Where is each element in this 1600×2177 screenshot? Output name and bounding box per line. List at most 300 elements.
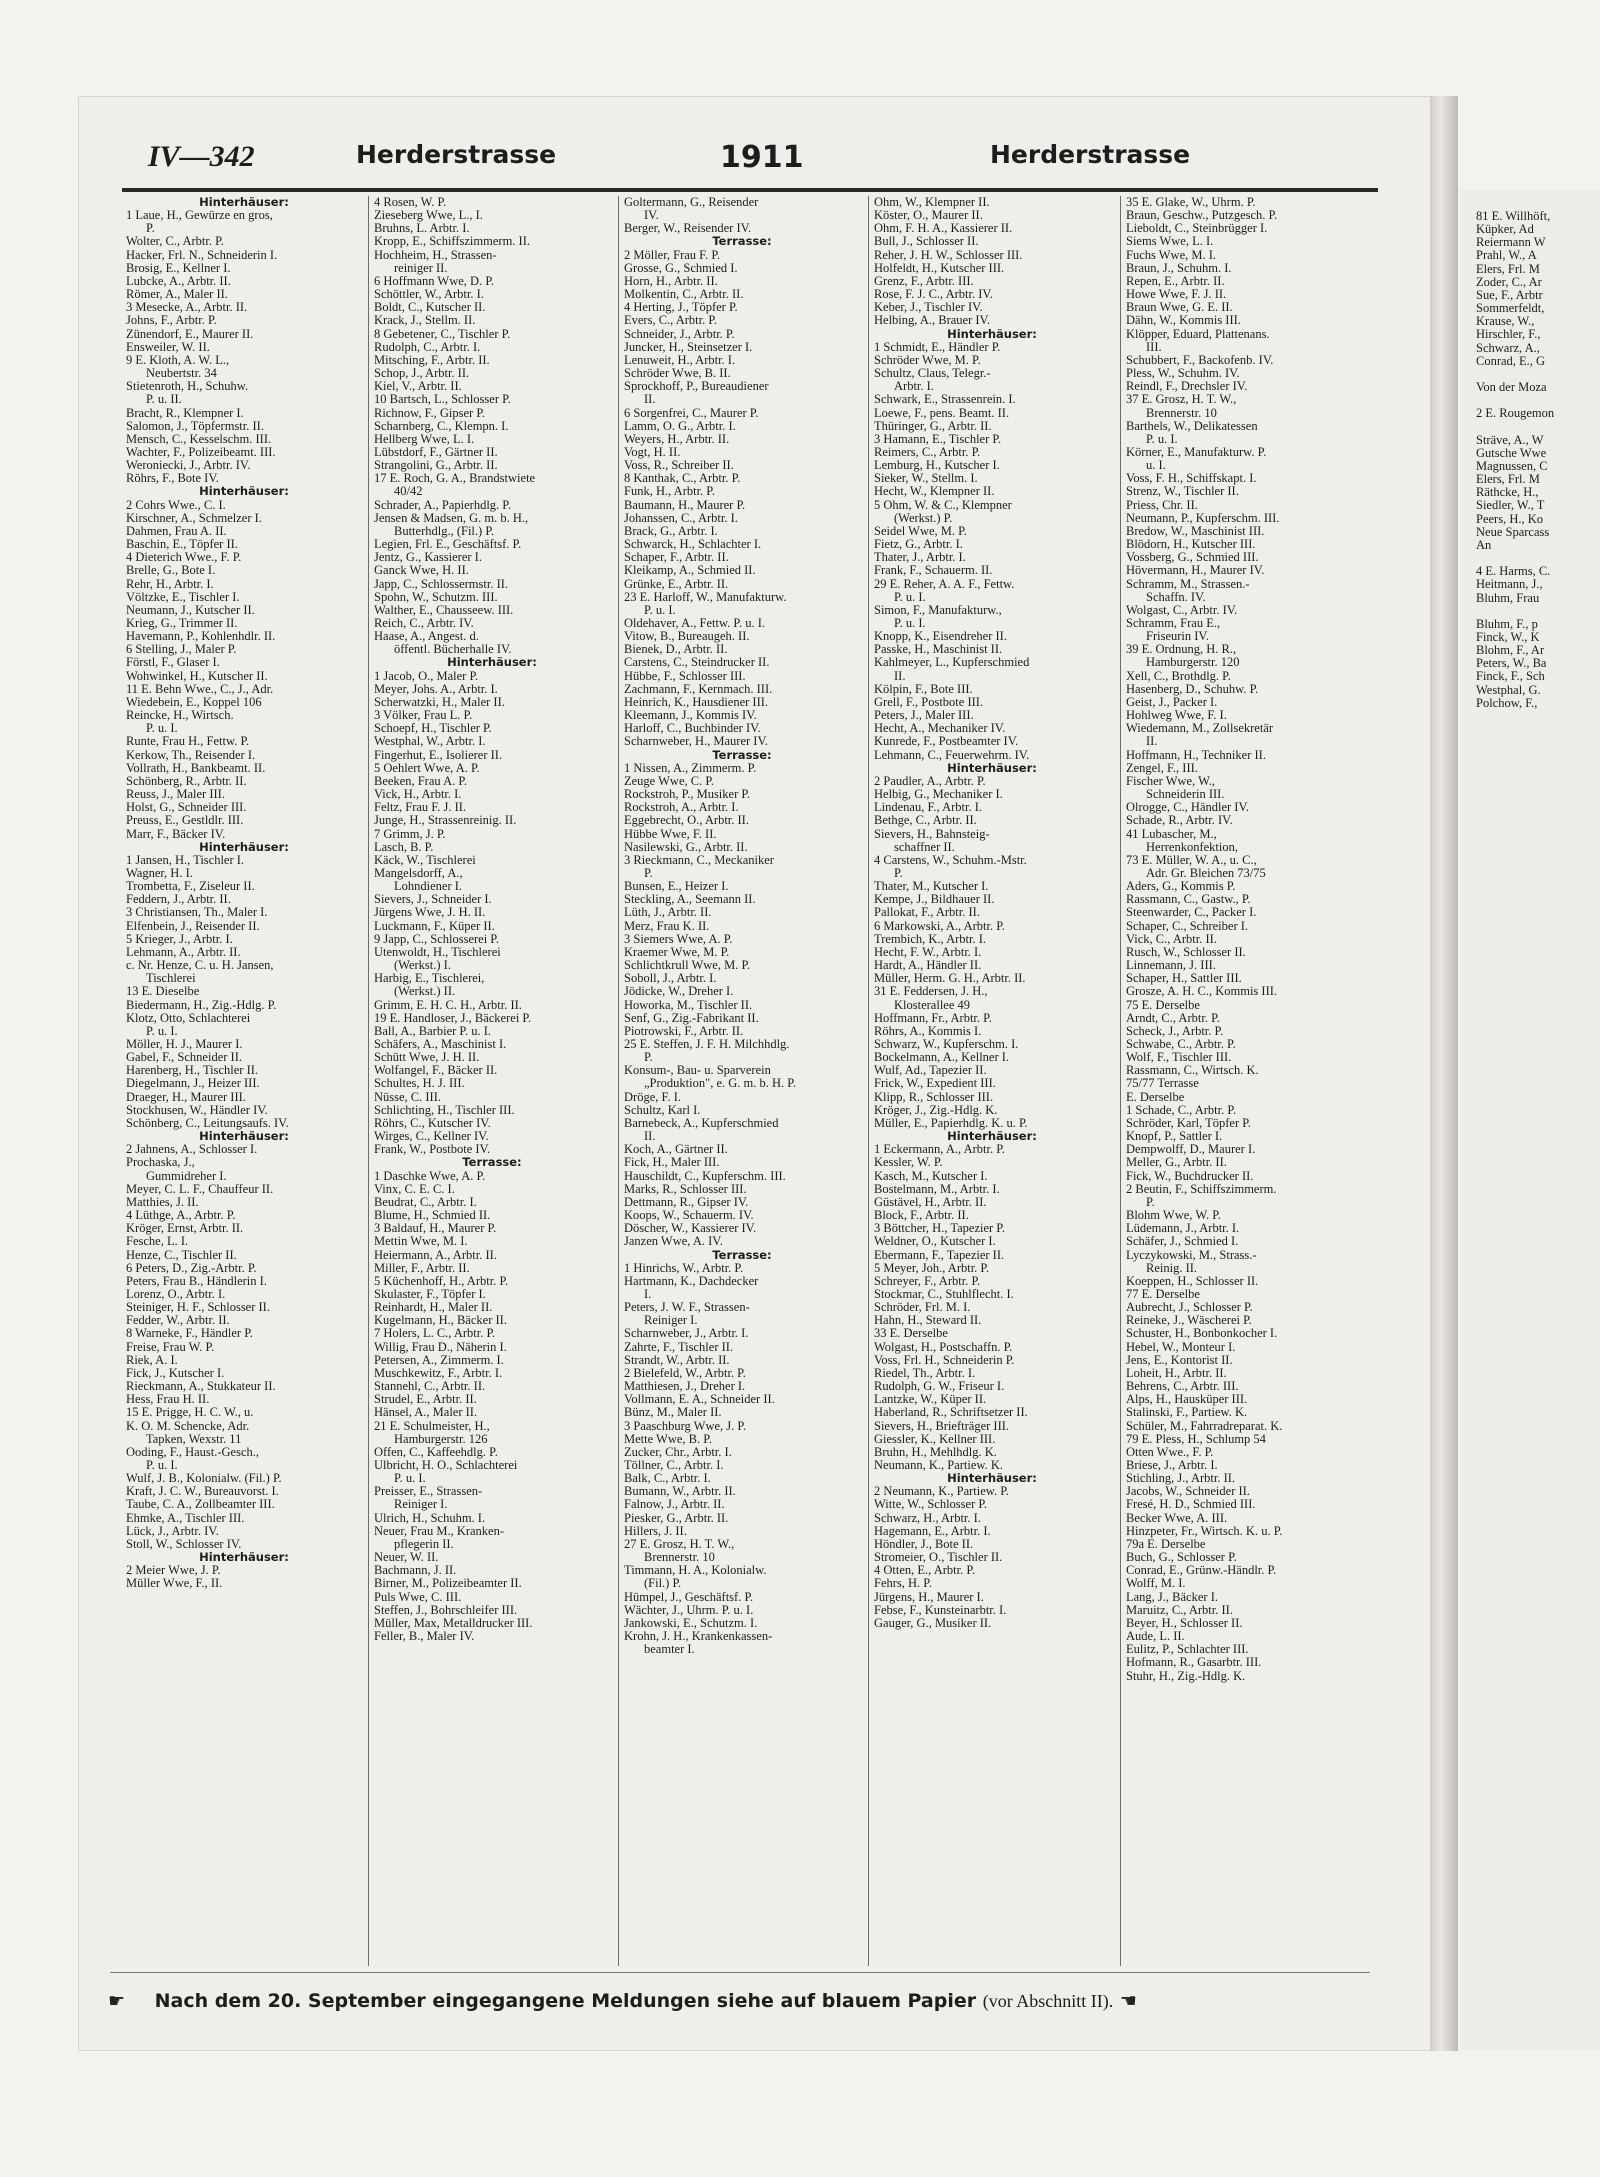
directory-entry: Berger, W., Reisender IV. — [624, 222, 752, 236]
section-heading: Hinterhäuser: — [947, 327, 1037, 341]
directory-entry: Rudolph, G. W., Friseur I. — [874, 1380, 1005, 1394]
directory-entry: Stietenroth, H., Schuhw. — [126, 380, 249, 394]
directory-entry: Hoffmann, Fr., Arbtr. P. — [874, 1011, 992, 1025]
directory-entry: III. — [1146, 340, 1162, 354]
directory-entry: Becker Wwe, A. III. — [1126, 1511, 1228, 1525]
directory-entry: Möller, H. J., Maurer I. — [126, 1038, 243, 1051]
directory-entry: Howe Wwe, F. J. II. — [1126, 288, 1227, 302]
directory-entry: Puls Wwe, C. III. — [374, 1590, 462, 1604]
directory-entry: Wirges, C., Kellner IV. — [374, 1130, 489, 1144]
directory-entry: Miller, F., Arbtr. II. — [374, 1261, 470, 1275]
directory-entry: Rockstroh, A., Arbtr. I. — [624, 801, 739, 815]
directory-entry — [1476, 552, 1600, 565]
directory-entry: Bracht, R., Klempner I. — [126, 406, 244, 420]
directory-entry: Fesche, L. I. — [126, 1235, 189, 1249]
directory-entry: Strandt, W., Arbtr. II. — [624, 1353, 730, 1367]
directory-entry: Zengel, F., III. — [1126, 761, 1198, 775]
directory-entry: Vollmann, E. A., Schneider II. — [624, 1393, 775, 1407]
directory-entry: Meyer, C. L. F., Chauffeur II. — [126, 1182, 274, 1196]
directory-entry: Barnebeck, A., Kupferschmied — [624, 1116, 779, 1130]
directory-entry: Dempwolff, D., Maurer I. — [1126, 1143, 1256, 1157]
section-heading: Hinterhäuser: — [199, 196, 289, 209]
directory-entry: Römer, A., Maler II. — [126, 288, 228, 302]
directory-entry: Schönberg, R., Arbtr. II. — [126, 774, 247, 788]
directory-entry: 2 Beutin, F., Schiffszimmerm. — [1126, 1182, 1277, 1196]
directory-entry: Otten Wwe., F. P. — [1126, 1445, 1214, 1459]
section-heading: Hinterhäuser: — [947, 1472, 1037, 1486]
directory-entry: Skulaster, F., Töpfer I. — [374, 1287, 486, 1301]
directory-entry: Schäfer, J., Schmied I. — [1126, 1235, 1239, 1249]
directory-entry: Schönberg, C., Leitungsaufs. IV. — [126, 1116, 289, 1130]
directory-column-2 — [374, 196, 610, 1966]
directory-entry: Keber, J., Tischler IV. — [874, 301, 983, 315]
directory-entry: 9 E. Kloth, A. W. L., — [126, 353, 230, 367]
directory-entry: 8 Kanthak, C., Arbtr. P. — [624, 472, 741, 486]
directory-entry: 75/77 Terrasse — [1126, 1077, 1199, 1091]
directory-entry: Weroniecki, J., Arbtr. IV. — [126, 459, 251, 473]
directory-entry: Strudel, E., Arbtr. II. — [374, 1393, 477, 1407]
directory-entry: Rieckmann, A., Stukkateur II. — [126, 1380, 276, 1394]
directory-entry: Bredow, W., Maschinist III. — [1126, 524, 1265, 538]
directory-entry: Kraft, J. C. W., Bureauvorst. I. — [126, 1485, 279, 1499]
directory-entry: Schaper, F., Arbtr. II. — [624, 551, 729, 565]
directory-entry: Matthiesen, J., Dreher I. — [624, 1380, 746, 1394]
directory-entry: Rassmann, C., Gastw., P. — [1126, 893, 1251, 907]
directory-entry: Grell, F., Postbote III. — [874, 695, 984, 709]
directory-entry: Utenwoldt, H., Tischlerei — [374, 945, 501, 959]
directory-entry: Hirschler, F., — [1476, 328, 1541, 342]
directory-entry: Schlichtkrull Wwe, M. P. — [624, 959, 751, 973]
directory-entry: 6 Sorgenfrei, C., Maurer P. — [624, 406, 759, 420]
directory-entry: Schultz, Claus, Telegr.- — [874, 367, 991, 381]
directory-entry: Schneider, J., Arbtr. P. — [624, 327, 735, 341]
directory-entry: Röhrs, F., Bote IV. — [126, 472, 219, 486]
directory-entry: 1 Hinrichs, W., Arbtr. P. — [624, 1261, 744, 1275]
directory-entry: Sprockhoff, P., Bureaudiener — [624, 380, 769, 394]
directory-entry: 4 Carstens, W., Schuhm.-Mstr. — [874, 853, 1027, 867]
directory-entry: Krack, J., Stellm. II. — [374, 314, 476, 328]
directory-entry: Hartmann, K., Dachdecker — [624, 1274, 759, 1288]
directory-entry: Lübstdorf, F., Gärtner II. — [374, 445, 498, 459]
directory-entry: IV. — [644, 209, 659, 223]
directory-entry: Strenz, W., Tischler II. — [1126, 485, 1239, 499]
directory-entry: 19 E. Handloser, J., Bäckerei P. — [374, 1011, 532, 1025]
directory-entry: Nasilewski, G., Arbtr. II. — [624, 840, 748, 854]
directory-entry: Jentz, G., Kassierer I. — [374, 551, 482, 565]
directory-entry: 40/42 — [394, 485, 423, 499]
directory-entry: 4 Otten, E., Arbtr. P. — [874, 1564, 976, 1578]
directory-entry: Kahlmeyer, L., Kupferschmied — [874, 656, 1030, 670]
directory-entry: P. — [146, 222, 155, 236]
directory-entry: E. Derselbe — [1126, 1090, 1185, 1104]
directory-entry: Neumann, J., Kutscher II. — [126, 603, 255, 617]
footer-notice — [108, 1990, 1388, 2020]
directory-entry: Prochaska, J., — [126, 1156, 195, 1170]
directory-entry: 17 E. Roch, G. A., Brandstwiete — [374, 472, 536, 486]
directory-entry: Blödorn, H., Kutscher III. — [1126, 538, 1256, 552]
directory-entry: Lück, J., Arbtr. IV. — [126, 1524, 219, 1538]
directory-entry: I. — [644, 1287, 652, 1301]
directory-entry: Neumann, K., Partiew. K. — [874, 1459, 1004, 1472]
directory-entry: Funk, H., Arbtr. P. — [624, 485, 715, 499]
directory-entry: Ohm, W., Klempner II. — [874, 196, 990, 209]
directory-entry — [1476, 421, 1600, 434]
directory-entry: Beyer, H., Schlosser II. — [1126, 1616, 1243, 1630]
directory-entry: Horn, H., Arbtr. II. — [624, 274, 718, 288]
directory-entry: Schreyer, F., Arbtr. P. — [874, 1274, 981, 1288]
directory-entry: Lindenau, F., Arbtr. I. — [874, 801, 983, 815]
directory-entry: Konsum-, Bau- u. Sparverein — [624, 1064, 771, 1078]
directory-entry: Hochheim, H., Strassen- — [374, 248, 497, 262]
directory-entry: Reimers, C., Arbtr. P. — [874, 445, 981, 459]
directory-entry: Lubcke, A., Arbtr. II. — [126, 274, 231, 288]
directory-entry: Kirschner, A., Schmelzer I. — [126, 511, 262, 525]
directory-entry: Hardt, A., Händler II. — [874, 959, 982, 973]
directory-entry: Harbig, E., Tischlerei, — [374, 972, 485, 986]
directory-entry: Luckmann, F., Küper II. — [374, 919, 495, 933]
directory-entry: Fick, W., Buchdrucker II. — [1126, 1169, 1254, 1183]
directory-entry: Herrenkonfektion, — [1146, 840, 1238, 854]
directory-entry: 21 E. Schulmeister, H., — [374, 1419, 490, 1433]
directory-entry: Spohn, W., Schutzm. III. — [374, 590, 498, 604]
directory-entry: Wiedemann, M., Zollsekretär — [1126, 722, 1274, 736]
directory-entry: Brack, G., Arbtr. I. — [624, 524, 718, 538]
directory-entry: Schaper, H., Sattler III. — [1126, 972, 1242, 986]
directory-entry: Friseurin IV. — [1146, 630, 1209, 644]
directory-entry: Walther, E., Chausseew. III. — [374, 603, 514, 617]
directory-entry: Hagemann, E., Arbtr. I. — [874, 1524, 991, 1538]
directory-entry: Balk, C., Arbtr. I. — [624, 1472, 711, 1486]
directory-entry: Kröger, Ernst, Arbtr. II. — [126, 1222, 244, 1236]
directory-entry: 3 Völker, Frau L. P. — [374, 709, 473, 723]
directory-entry: Vollrath, H., Bankbeamt. II. — [126, 761, 266, 775]
directory-entry: Klipp, R., Schlosser III. — [874, 1090, 994, 1104]
directory-entry: c. Nr. Henze, C. u. H. Jansen, — [126, 959, 274, 973]
directory-entry: Arndt, C., Arbtr. P. — [1126, 1011, 1220, 1025]
directory-entry: Heiermann, A., Arbtr. II. — [374, 1248, 497, 1262]
directory-entry: Fischer Wwe, W., — [1126, 774, 1215, 788]
directory-entry: Voss, Frl. H., Schneiderin P. — [874, 1353, 1015, 1367]
directory-entry: Blume, H., Schmied II. — [374, 1209, 491, 1223]
directory-entry: Willig, Frau D., Näherin I. — [374, 1340, 507, 1354]
directory-entry: Reiniger I. — [644, 1314, 698, 1328]
directory-entry: Rassmann, C., Wirtsch. K. — [1126, 1064, 1259, 1078]
directory-entry: Piesker, G., Arbtr. II. — [624, 1511, 729, 1525]
directory-entry: 35 E. Glake, W., Uhrm. P. — [1126, 196, 1256, 209]
directory-entry: Butterhdlg., (Fil.) P. — [394, 524, 495, 538]
column-divider — [1120, 196, 1121, 1966]
directory-entry: 75 E. Derselbe — [1126, 998, 1200, 1012]
directory-entry: u. I. — [1146, 459, 1166, 473]
directory-entry: Prahl, W., A — [1476, 249, 1537, 263]
directory-entry: öffentl. Bücherhalle IV. — [394, 643, 512, 657]
directory-entry: 9 Japp, C., Schlosserei P. — [374, 932, 499, 946]
pointing-hand-icon: ☚ — [1119, 1990, 1137, 2012]
directory-entry: Trombetta, F., Ziseleur II. — [126, 880, 255, 894]
directory-entry: Thater, J., Arbtr. I. — [874, 551, 966, 565]
directory-entry: Riek, A. I. — [126, 1353, 178, 1367]
footer-note: (vor Abschnitt II). — [982, 1991, 1114, 2011]
directory-entry: Küpker, Ad — [1476, 223, 1534, 237]
directory-entry: Thüringer, G., Arbtr. II. — [874, 419, 992, 433]
directory-entry: Grimm, E. H. C. H., Arbtr. II. — [374, 998, 522, 1012]
directory-entry: Hübbe Wwe, F. II. — [624, 827, 717, 841]
directory-entry: Schade, R., Arbtr. IV. — [1126, 814, 1233, 828]
section-heading: Hinterhäuser: — [199, 840, 289, 854]
directory-entry: Weyers, H., Arbtr. II. — [624, 432, 730, 446]
directory-column-3 — [624, 196, 860, 1966]
directory-entry — [1476, 368, 1600, 381]
directory-entry: Hohlweg Wwe, F. I. — [1126, 709, 1227, 723]
directory-entry: Legien, Frl. E., Geschäftsf. P. — [374, 538, 522, 552]
directory-entry: Krieg, G., Trimmer II. — [126, 617, 238, 630]
directory-entry: 8 Warneke, F., Händler P. — [126, 1327, 253, 1341]
directory-entry: Loewe, F., pens. Beamt. II. — [874, 406, 1010, 420]
directory-entry: Steckling, A., Seemann II. — [624, 893, 756, 907]
directory-entry: 2 Meier Wwe, J. P. — [126, 1564, 221, 1578]
directory-entry: Boldt, C., Kutscher II. — [374, 301, 486, 315]
directory-entry: II. — [644, 1130, 656, 1144]
directory-entry: Sievers, H., Briefträger III. — [874, 1419, 1010, 1433]
directory-entry: Schwarz, W., Kupferschm. I. — [874, 1038, 1019, 1051]
column-divider — [618, 196, 619, 1966]
directory-entry: Scheck, J., Arbtr. P. — [1126, 1024, 1224, 1038]
directory-entry: reiniger II. — [394, 261, 448, 275]
directory-entry: Pallokat, F., Arbtr. II. — [874, 906, 980, 920]
directory-entry: 4 Rosen, W. P. — [374, 196, 447, 209]
directory-entry: Siedler, W., T — [1476, 499, 1545, 513]
directory-entry: II. — [894, 669, 906, 683]
directory-entry: Wiedebein, E., Koppel 106 — [126, 695, 262, 709]
directory-entry: Rudolph, C., Arbtr. I. — [374, 340, 481, 354]
directory-entry: Schultz, Karl I. — [624, 1103, 701, 1117]
directory-entry: Klöpper, Eduard, Plattenans. — [1126, 327, 1270, 341]
directory-entry: 3 Hamann, E., Tischler P. — [874, 432, 1002, 446]
adjacent-page-column — [1476, 210, 1600, 1980]
directory-entry: Röhrs, C., Kutscher IV. — [374, 1116, 491, 1130]
directory-entry: Müller, Max, Metalldrucker III. — [374, 1616, 533, 1630]
directory-entry: 5 Krieger, J., Arbtr. I. — [126, 932, 233, 946]
directory-entry: 4 Herting, J., Töpfer P. — [624, 301, 738, 315]
directory-entry: Lüth, J., Arbtr. II. — [624, 906, 712, 920]
directory-entry: Lüdemann, J., Arbtr. I. — [1126, 1222, 1240, 1236]
directory-entry: 2 Cohrs Wwe., C. I. — [126, 498, 226, 512]
directory-entry: Schrader, A., Papierhdlg. P. — [374, 498, 511, 512]
directory-entry: Fietz, G., Arbtr. I. — [874, 538, 963, 552]
directory-entry: 79 E. Pless, H., Schlump 54 — [1126, 1432, 1266, 1446]
directory-entry: 1 Jansen, H., Tischler I. — [126, 853, 245, 867]
directory-entry: Fick, H., Maler III. — [624, 1156, 720, 1170]
directory-entry: Vogt, H. II. — [624, 445, 681, 459]
section-heading: Terrasse: — [712, 1248, 772, 1262]
directory-entry: Bostelmann, M., Arbtr. I. — [874, 1182, 1000, 1196]
directory-entry: Schwark, E., Strassenrein. I. — [874, 393, 1016, 407]
directory-entry: P. u. I. — [146, 1024, 178, 1038]
directory-entry: Westphal, G. — [1476, 683, 1541, 697]
directory-entry: Maruitz, C., Arbtr. II. — [1126, 1603, 1233, 1617]
directory-entry: P. u. II. — [146, 393, 182, 407]
directory-entry: Preuss, E., Gestldlr. III. — [126, 814, 244, 828]
directory-entry: 3 Christiansen, Th., Maler I. — [126, 906, 268, 920]
directory-entry: Ball, A., Barbier P. u. I. — [374, 1024, 492, 1038]
directory-entry: Stannehl, C., Arbtr. II. — [374, 1380, 486, 1394]
directory-entry: Scharnberg, C., Klempn. I. — [374, 419, 509, 433]
directory-entry: Kleikamp, A., Schmied II. — [624, 564, 756, 578]
directory-entry: Meyer, Johs. A., Arbtr. I. — [374, 682, 498, 696]
directory-entry: Mettin Wwe, M. I. — [374, 1235, 468, 1249]
directory-entry: 2 Jahnens, A., Schlosser I. — [126, 1143, 258, 1157]
directory-entry: Petersen, A., Zimmerm. I. — [374, 1353, 504, 1367]
directory-entry: Müller, Herm. G. H., Arbtr. II. — [874, 972, 1026, 986]
directory-entry: Magnussen, C — [1476, 459, 1548, 473]
directory-entry: 3 Mesecke, A., Arbtr. II. — [126, 301, 248, 315]
directory-entry: Gummidreher I. — [146, 1169, 227, 1183]
directory-entry: 1 Eckermann, A., Arbtr. P. — [874, 1143, 1005, 1157]
directory-entry: pflegerin II. — [394, 1537, 454, 1551]
directory-entry: 25 E. Steffen, J. F. H. Milchhdlg. — [624, 1038, 790, 1051]
directory-entry: Hinzpeter, Fr., Wirtsch. K. u. P. — [1126, 1524, 1283, 1538]
directory-entry: 37 E. Grosz, H. T. W., — [1126, 393, 1237, 407]
directory-entry: Richnow, F., Gipser P. — [374, 406, 486, 420]
directory-entry: An — [1476, 538, 1492, 552]
directory-entry: P. u. I. — [644, 603, 676, 617]
directory-entry: Beudrat, C., Arbtr. I. — [374, 1195, 477, 1209]
directory-entry: Klotz, Otto, Schlachterei — [126, 1011, 251, 1025]
directory-entry: Lemburg, H., Kutscher I. — [874, 459, 1000, 473]
directory-entry: Simon, F., Manufakturw., — [874, 603, 1002, 617]
directory-entry: Westphal, W., Arbtr. I. — [374, 735, 486, 749]
directory-entry: Schubbert, F., Backofenb. IV. — [1126, 353, 1274, 367]
directory-entry: Hacker, Frl. N., Schneiderin I. — [126, 248, 278, 262]
directory-entry: Johanssen, C., Arbtr. I. — [624, 511, 738, 525]
directory-entry: Strangolini, G., Arbtr. II. — [374, 459, 498, 473]
directory-entry: Harenberg, H., Tischler II. — [126, 1064, 259, 1078]
directory-entry: „Produktion", e. G. m. b. H. P. — [644, 1077, 796, 1091]
directory-entry: Baschin, E., Töpfer II. — [126, 538, 238, 552]
directory-entry: 6 Peters, D., Zig.-Arbtr. P. — [126, 1261, 257, 1275]
directory-entry: Siems Wwe, L. I. — [1126, 235, 1214, 249]
directory-entry: 79a E. Derselbe — [1126, 1537, 1206, 1551]
directory-entry: Beeken, Frau A. P. — [374, 774, 468, 788]
directory-entry: Sträve, A., W — [1476, 433, 1544, 447]
directory-entry: 11 E. Behn Wwe., C., J., Adr. — [126, 682, 274, 696]
directory-entry: Seidel Wwe, M. P. — [874, 524, 967, 538]
directory-entry: Lehmann, A., Arbtr. II. — [126, 945, 241, 959]
directory-entry: beamter I. — [644, 1643, 695, 1657]
directory-entry: Aude, L. II. — [1126, 1630, 1185, 1644]
directory-entry: Voss, R., Schreiber II. — [624, 459, 734, 473]
directory-entry: Feller, B., Maler IV. — [374, 1630, 475, 1644]
directory-entry: P. u. I. — [894, 590, 926, 604]
directory-entry: Giessler, K., Kellner III. — [874, 1432, 996, 1446]
directory-entry: Riedel, Th., Arbtr. I. — [874, 1366, 976, 1380]
directory-entry: Kempe, J., Bildhauer II. — [874, 893, 995, 907]
directory-entry: Steenwarder, C., Packer I. — [1126, 906, 1257, 920]
directory-entry: Voss, F. H., Schiffskapt. I. — [1126, 472, 1257, 486]
directory-entry: Elers, Frl. M — [1476, 473, 1540, 487]
directory-entry: Helbig, G., Mechaniker I. — [874, 788, 1003, 802]
directory-entry: Peers, H., Ko — [1476, 512, 1544, 526]
directory-entry: Pless, W., Schuhm. IV. — [1126, 367, 1240, 381]
directory-entry: Wolgast, H., Postschaffn. P. — [874, 1340, 1013, 1354]
directory-entry: Knopf, P., Sattler I. — [1126, 1130, 1223, 1144]
directory-entry: Diegelmann, J., Heizer III. — [126, 1077, 260, 1091]
directory-entry: Dettmann, R., Gipser IV. — [624, 1195, 749, 1209]
directory-entry: Brennerstr. 10 — [1146, 406, 1217, 420]
directory-entry: Mensch, C., Kesselschm. III. — [126, 432, 272, 446]
directory-entry: Sieker, W., Stellm. I. — [874, 472, 978, 486]
directory-entry: 7 Grimm, J. P. — [374, 827, 446, 841]
directory-entry: Holst, G., Schneider III. — [126, 801, 247, 815]
directory-entry: Olrogge, C., Händler IV. — [1126, 801, 1250, 815]
directory-entry: 41 Lubascher, M., — [1126, 827, 1217, 841]
directory-entry: Priess, Chr. II. — [1126, 498, 1198, 512]
directory-entry: Käck, W., Tischlerei — [374, 853, 476, 867]
directory-entry: Aders, G., Kommis P. — [1126, 880, 1236, 894]
directory-entry: Fuchs Wwe, M. I. — [1126, 248, 1217, 262]
section-heading: Hinterhäuser: — [947, 1130, 1037, 1144]
directory-entry: Block, F., Arbtr. II. — [874, 1209, 969, 1223]
directory-entry: Fick, J., Kutscher I. — [126, 1366, 225, 1380]
directory-entry: Kessler, W. P. — [874, 1156, 943, 1170]
directory-entry: Goltermann, G., Reisender — [624, 196, 759, 209]
directory-entry: Koeppen, H., Schlosser II. — [1126, 1274, 1259, 1288]
directory-entry: Krohn, J. H., Krankenkassen- — [624, 1630, 773, 1644]
directory-entry: Reher, J. H. W., Schlosser III. — [874, 248, 1023, 262]
directory-entry: Schramm, Frau E., — [1126, 617, 1221, 630]
directory-entry: Jacobs, W., Schneider II. — [1126, 1485, 1250, 1499]
directory-entry: Vitow, B., Bureaugeh. II. — [624, 630, 750, 644]
directory-entry: Grenz, F., Arbtr. III. — [874, 274, 974, 288]
directory-entry: Brennerstr. 10 — [644, 1551, 715, 1565]
directory-entry: 13 E. Dieselbe — [126, 985, 200, 999]
directory-entry: Piotrowski, F., Arbtr. II. — [624, 1024, 744, 1038]
directory-entry: 29 E. Reher, A. A. F., Fettw. — [874, 577, 1015, 591]
directory-entry: Elers, Frl. M — [1476, 262, 1540, 276]
directory-entry: Offen, C., Kaffeehdlg. P. — [374, 1445, 498, 1459]
directory-entry: Draeger, H., Maurer III. — [126, 1090, 246, 1104]
section-heading: Terrasse: — [462, 1156, 522, 1170]
directory-entry: Haase, A., Angest. d. — [374, 630, 479, 644]
directory-entry: 3 Baldauf, H., Maurer P. — [374, 1222, 497, 1236]
directory-entry: Zünendorf, E., Maurer II. — [126, 327, 254, 341]
directory-entry: 3 Böttcher, H., Tapezier P. — [874, 1222, 1005, 1236]
directory-entry: Lantzke, W., Küper II. — [874, 1393, 987, 1407]
directory-entry: Förstl, F., Glaser I. — [126, 656, 220, 670]
directory-entry: 23 E. Harloff, W., Manufakturw. — [624, 590, 787, 604]
directory-entry: P. — [1146, 1195, 1155, 1209]
section-heading: Hinterhäuser: — [199, 1551, 289, 1565]
directory-entry: Hecht, W., Klempner II. — [874, 485, 995, 499]
directory-entry: K. O. M. Schencke, Adr. — [126, 1419, 250, 1433]
directory-entry: 1 Daschke Wwe, A. P. — [374, 1169, 486, 1183]
directory-entry: Braun, J., Schuhm. I. — [1126, 261, 1232, 275]
directory-entry: Repen, E., Arbtr. II. — [1126, 274, 1225, 288]
directory-entry: Peters, W., Ba — [1476, 657, 1547, 671]
directory-entry: Johns, F., Arbtr. P. — [126, 314, 217, 328]
directory-entry: 1 Nissen, A., Zimmerm. P. — [624, 761, 757, 775]
directory-entry: Merz, Frau K. II. — [624, 919, 710, 933]
directory-entry: Reiermann W — [1476, 236, 1546, 250]
directory-entry: Kunrede, F., Postbeamter IV. — [874, 735, 1019, 749]
directory-entry: Scharnweber, H., Maurer IV. — [624, 735, 769, 749]
directory-entry: Stockmar, C., Stuhlflecht. I. — [874, 1287, 1014, 1301]
directory-entry: Töllner, C., Arbtr. I. — [624, 1459, 724, 1472]
directory-entry: Vick, H., Arbtr. I. — [374, 788, 462, 802]
directory-entry: Gauger, G., Musiker II. — [874, 1616, 992, 1630]
directory-entry: Neuer, Frau M., Kranken- — [374, 1524, 505, 1538]
directory-entry: Hebel, W., Monteur I. — [1126, 1340, 1236, 1354]
